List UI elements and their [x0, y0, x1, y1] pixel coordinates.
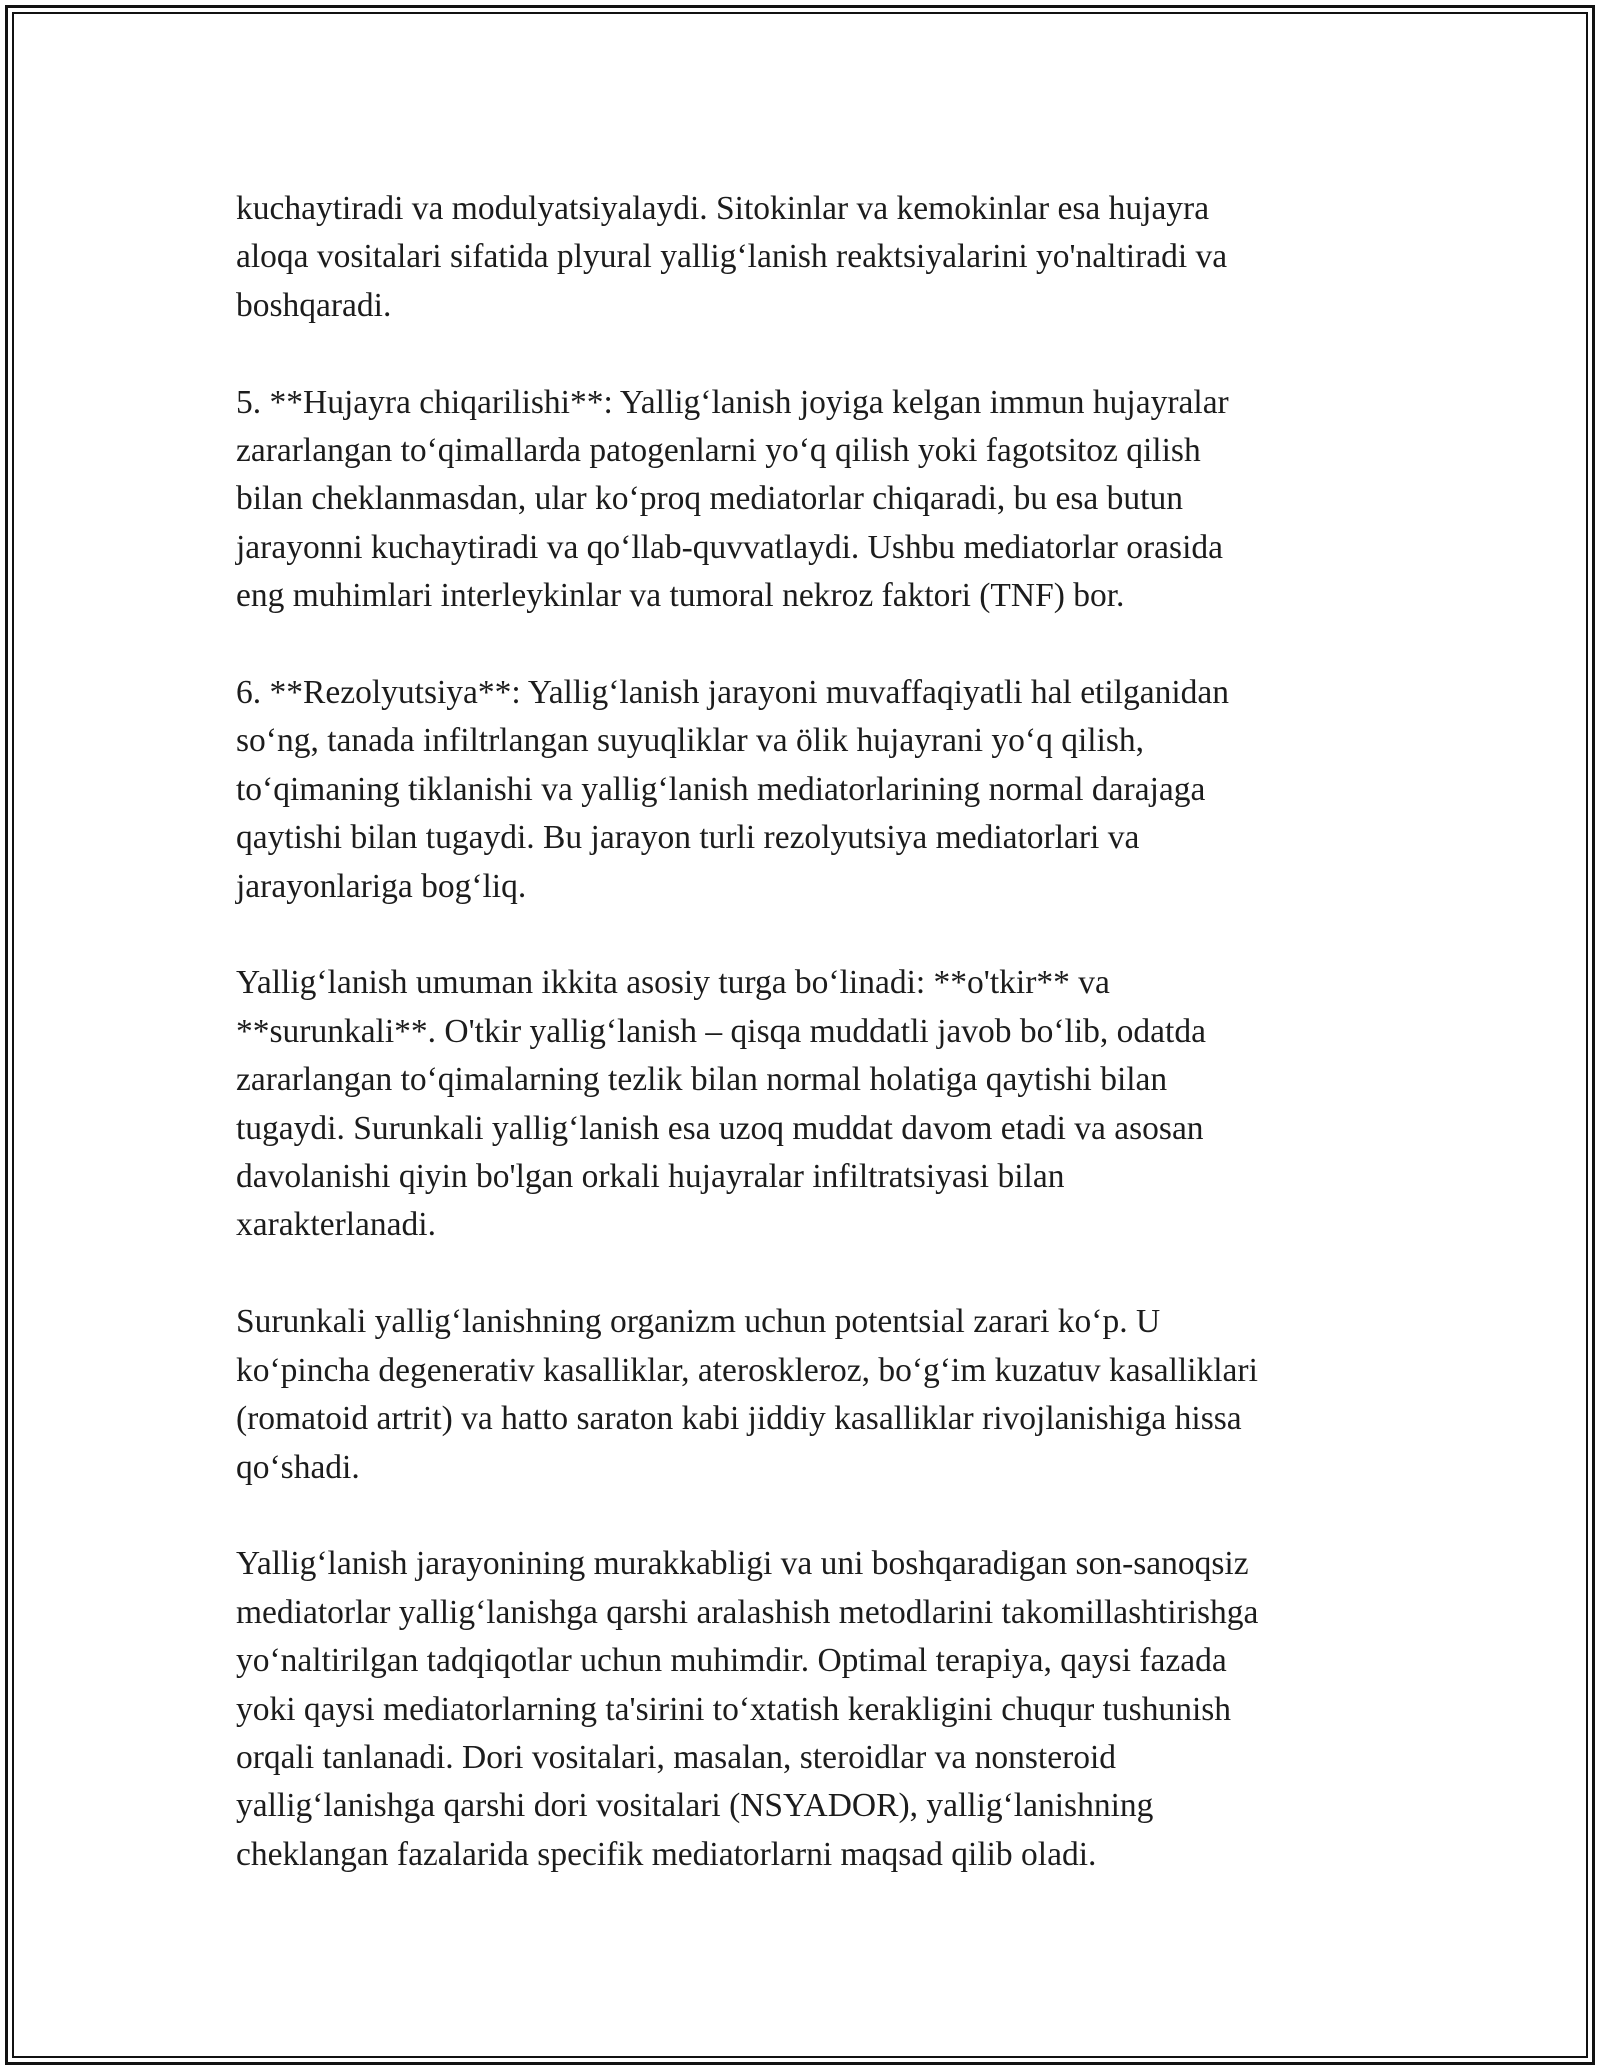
paragraph-inflammation-types: Yallig‘lanish umuman ikkita asosiy turga bo‘linadi: **o'tkir** va **surunkali**. O'tkir yallig‘lanish – qisqa muddatli javob bo‘lib, odatda zararlangan to‘qimalarning tezlik bilan normal holatiga qaytishi bilan tugaydi. Surunkali yallig‘lanish esa uzoq muddat davom etadi va asosan davolanishi qiyin bo'lgan orkali hujayralar infiltratsiyasi bilan xarakterlanadi.: [236, 964, 1206, 1244]
paragraph-therapy: Yallig‘lanish jarayonining murakkabligi va uni boshqaradigan son-sanoqsiz mediatorlar yallig‘lanishga qarshi aralashish metodlarini takomillashtirishga yo‘naltirilgan tadqiqotlar uchun muhimdir. Optimal terapiya, qaysi fazada yoki qaysi mediatorlarning ta'sirini to‘xtatish kerakligini chuqur tushunish orqali tanlanadi. Dori vositalari, masalan, steroidlar va nonsteroid yallig‘lanishga qarshi dori vositalari (NSYADOR), yallig‘lanishning cheklangan fazalarida specifik mediatorlarni maqsad qilib oladi.: [236, 1545, 1259, 1873]
paragraph-mediators-continuation: kuchaytiradi va modulyatsiyalaydi. Sitokinlar va kemokinlar esa hujayra aloqa vositalari sifatida plyural yallig‘lanish reaktsiyalarini yo'naltiradi va boshqaradi.: [236, 190, 1228, 324]
paragraph-chronic-harm: Surunkali yallig‘lanishning organizm uchun potentsial zarari ko‘p. U ko‘pincha degenerativ kasalliklar, ateroskleroz, bo‘g‘im kuzatuv kasalliklari (romatoid artrit) va hatto saraton kabi jiddiy kasalliklar rivojlanishiga hissa qo‘shadi.: [236, 1303, 1258, 1486]
paragraph-cell-release: 5. **Hujayra chiqarilishi**: Yallig‘lanish joyiga kelgan immun hujayralar zararlangan to‘qimallarda patogenlarni yo‘q qilish yoki fagotsitoz qilish bilan cheklanmasdan, ular ko‘proq mediatorlar chiqaradi, bu esa butun jarayonni kuchaytiradi va qo‘llab-quvvatlaydi. Ushbu mediatorlar orasida eng muhimlari interleykinlar va tumoral nekroz faktori (TNF) bor.: [236, 383, 1229, 615]
paragraph-resolution: 6. **Rezolyutsiya**: Yallig‘lanish jarayoni muvaffaqiyatli hal etilganidan so‘ng, tanada infiltrlangan suyuqliklar va ölik hujayrani yo‘q qilish, to‘qimaning tiklanishi va yallig‘lanish mediatorlarining normal darajaga qaytishi bilan tugaydi. Bu jarayon turli rezolyutsiya mediatorlari va jarayonlariga bog‘liq.: [236, 674, 1230, 905]
document-body: [236, 185, 1366, 1879]
